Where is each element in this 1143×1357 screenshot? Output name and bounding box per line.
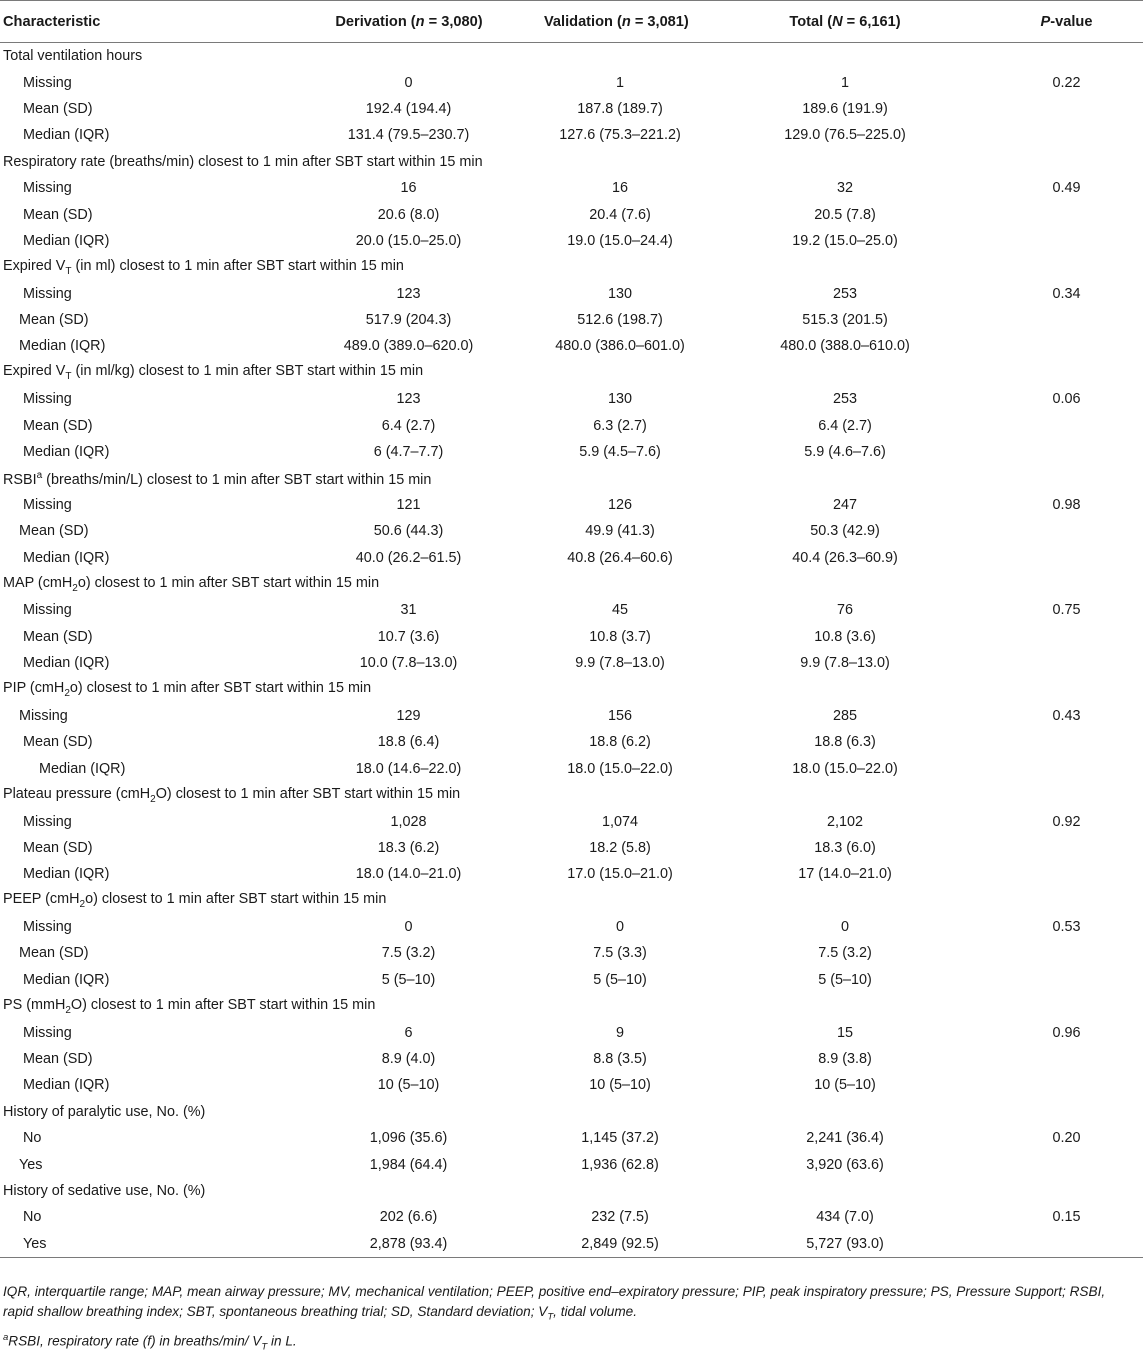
total-value: 285 bbox=[832, 707, 857, 724]
p-value bbox=[968, 967, 1143, 993]
section-label: Expired $V_T$ (in ml) closest to 1 min after SBT start within 15 min bbox=[3, 257, 404, 277]
table-row bbox=[0, 175, 1143, 201]
p-value bbox=[968, 544, 1143, 570]
table-row bbox=[0, 597, 1143, 623]
validation-value: 40.8 (26.4–60.6) bbox=[567, 549, 673, 566]
section-label: Expired $V_T$ (in ml/kg) closest to 1 min after SBT start within 15 min bbox=[3, 363, 424, 383]
row-label: Mean (SD) bbox=[23, 206, 93, 223]
table-footnotes bbox=[3, 1282, 1139, 1357]
validation-value: 8.8 (3.5) bbox=[593, 1051, 647, 1068]
derivation-value: 10.7 (3.6) bbox=[377, 628, 440, 645]
table-row bbox=[0, 1046, 1143, 1072]
table-row bbox=[0, 1151, 1143, 1177]
row-label: Median (IQR) bbox=[23, 971, 110, 988]
derivation-value: 1,028 bbox=[390, 813, 427, 830]
p-value: 0.49 bbox=[1052, 180, 1081, 197]
table-row bbox=[0, 1125, 1143, 1151]
table-row bbox=[0, 1019, 1143, 1045]
row-label: Mean (SD) bbox=[19, 523, 89, 540]
row-label: No bbox=[23, 1209, 42, 1226]
total-value: 17 (14.0–21.0) bbox=[798, 866, 892, 883]
p-value: 0.06 bbox=[1052, 391, 1081, 408]
table-row bbox=[0, 861, 1143, 887]
footnote-a: $^a$RSBI, respiratory rate (f) in breaths/min/ $V_T$ in L. bbox=[3, 1331, 297, 1352]
derivation-value: 31 bbox=[400, 602, 417, 619]
derivation-value: 10 (5–10) bbox=[377, 1077, 440, 1094]
total-value: 5,727 (93.0) bbox=[698, 1231, 968, 1258]
section-label: History of sedative use, No. (%) bbox=[3, 1182, 206, 1199]
row-label: Mean (SD) bbox=[19, 312, 89, 329]
row-label: Missing bbox=[23, 496, 72, 513]
row-label: Missing bbox=[23, 919, 72, 936]
table-row bbox=[0, 835, 1143, 861]
p-value bbox=[968, 307, 1143, 333]
p-value bbox=[968, 1151, 1143, 1177]
row-label: Mean (SD) bbox=[23, 100, 93, 117]
total-value: 20.5 (7.8) bbox=[814, 206, 876, 223]
table-row bbox=[0, 729, 1143, 755]
total-value: 434 (7.0) bbox=[816, 1209, 874, 1226]
row-label: Mean (SD) bbox=[23, 628, 93, 645]
derivation-value: 6 (4.7–7.7) bbox=[373, 444, 444, 461]
validation-value: 512.6 (198.7) bbox=[577, 312, 663, 329]
derivation-value: 18.0 (14.0–21.0) bbox=[355, 866, 462, 883]
validation-value: 7.5 (3.3) bbox=[593, 945, 647, 962]
row-label: Median (IQR) bbox=[23, 444, 110, 461]
validation-value: 480.0 (386.0–601.0) bbox=[555, 338, 685, 355]
p-value: 0.92 bbox=[1052, 813, 1081, 830]
row-label: Mean (SD) bbox=[23, 839, 93, 856]
derivation-value: 131.4 (79.5–230.7) bbox=[347, 127, 470, 144]
abbreviations-note: IQR, interquartile range; MAP, mean airway pressure; MV, mechanical ventilation; PEEP, positive end–expiratory pressure; PIP, peak inspiratory pressure; PS, Pressure Support; RSBI, rapid shallow breathing index; SBT, spontaneous breathing trial; SD, Standard deviation; $V_T$, tidal volume. bbox=[3, 1284, 1106, 1323]
validation-value: 130 bbox=[607, 285, 632, 302]
header-total: Total (N = 6,161) bbox=[698, 1, 968, 43]
section-label: MAP (cmH$_2$o) closest to 1 min after SBT start within 15 min bbox=[3, 574, 380, 594]
p-value bbox=[968, 1231, 1143, 1258]
total-value: 7.5 (3.2) bbox=[818, 945, 872, 962]
p-value bbox=[968, 650, 1143, 676]
derivation-value: 50.6 (44.3) bbox=[373, 523, 444, 540]
row-label: Missing bbox=[23, 1024, 72, 1041]
row-label: Median (IQR) bbox=[23, 549, 110, 566]
derivation-value: 16 bbox=[400, 180, 417, 197]
table-row bbox=[0, 1204, 1143, 1230]
section-row bbox=[0, 676, 1143, 702]
derivation-value: 6 bbox=[404, 1024, 413, 1041]
p-value bbox=[968, 439, 1143, 465]
row-label: No bbox=[23, 1130, 42, 1147]
total-value: 18.0 (15.0–22.0) bbox=[792, 760, 898, 777]
derivation-value: 40.0 (26.2–61.5) bbox=[355, 549, 462, 566]
validation-value: 5 (5–10) bbox=[593, 971, 647, 988]
table-row bbox=[0, 201, 1143, 227]
validation-value: 5.9 (4.5–7.6) bbox=[579, 444, 661, 461]
section-label: Plateau pressure (cmH$_2$O) closest to 1 min after SBT start within 15 min bbox=[3, 785, 461, 805]
total-value: 0 bbox=[840, 919, 849, 936]
p-value: 0.34 bbox=[1052, 285, 1081, 302]
validation-value: 49.9 (41.3) bbox=[585, 523, 655, 540]
table-row bbox=[0, 808, 1143, 834]
total-value: 9.9 (7.8–13.0) bbox=[800, 655, 890, 672]
p-value bbox=[968, 624, 1143, 650]
row-label: Missing bbox=[23, 813, 72, 830]
validation-value: 9.9 (7.8–13.0) bbox=[575, 655, 665, 672]
table-row bbox=[0, 518, 1143, 544]
p-value bbox=[968, 412, 1143, 438]
total-value: 10 (5–10) bbox=[814, 1077, 876, 1094]
header-validation: Validation (n = 3,081) bbox=[542, 1, 698, 43]
validation-value: 16 bbox=[611, 180, 628, 197]
table-row bbox=[0, 96, 1143, 122]
derivation-value: 123 bbox=[396, 391, 421, 408]
table-row bbox=[0, 492, 1143, 518]
validation-value: 20.4 (7.6) bbox=[589, 206, 651, 223]
derivation-value: 192.4 (194.4) bbox=[365, 100, 452, 117]
validation-value: 1 bbox=[615, 74, 624, 91]
table-row bbox=[0, 439, 1143, 465]
derivation-value: 20.6 (8.0) bbox=[377, 206, 440, 223]
table-row bbox=[0, 650, 1143, 676]
total-value: 18.3 (6.0) bbox=[814, 839, 876, 856]
p-value bbox=[968, 1072, 1143, 1098]
table-row bbox=[0, 333, 1143, 359]
p-value: 0.20 bbox=[1052, 1130, 1081, 1147]
validation-value: 126 bbox=[607, 496, 632, 513]
header-characteristic: Characteristic bbox=[0, 1, 272, 43]
row-label: Missing bbox=[23, 391, 72, 408]
section-row bbox=[0, 360, 1143, 386]
validation-value: 2,849 (92.5) bbox=[542, 1231, 698, 1258]
p-value bbox=[968, 122, 1143, 148]
row-label: Yes bbox=[0, 1231, 272, 1258]
section-row bbox=[0, 43, 1143, 70]
table-row bbox=[0, 1072, 1143, 1098]
validation-value: 18.2 (5.8) bbox=[589, 839, 651, 856]
validation-value: 1,145 (37.2) bbox=[581, 1130, 659, 1147]
p-value: 0.22 bbox=[1052, 74, 1081, 91]
derivation-value: 0 bbox=[404, 919, 413, 936]
validation-value: 17.0 (15.0–21.0) bbox=[567, 866, 673, 883]
section-row bbox=[0, 1178, 1143, 1204]
p-value: 0.75 bbox=[1052, 602, 1081, 619]
row-label: Yes bbox=[19, 1156, 43, 1173]
total-value: 50.3 (42.9) bbox=[810, 523, 880, 540]
row-label: Median (IQR) bbox=[19, 338, 106, 355]
validation-value: 1,074 bbox=[601, 813, 638, 830]
section-label: RSBI$^a$ (breaths/min/L) closest to 1 min after SBT start within 15 min bbox=[3, 469, 432, 488]
derivation-value: 6.4 (2.7) bbox=[381, 417, 436, 434]
derivation-value: 121 bbox=[396, 496, 421, 513]
derivation-value: 8.9 (4.0) bbox=[381, 1051, 436, 1068]
derivation-value: 20.0 (15.0–25.0) bbox=[355, 232, 462, 249]
table-row bbox=[0, 122, 1143, 148]
p-value bbox=[968, 729, 1143, 755]
table-row bbox=[0, 967, 1143, 993]
derivation-value: 18.0 (14.6–22.0) bbox=[355, 760, 462, 777]
p-value bbox=[968, 1046, 1143, 1072]
derivation-value: 0 bbox=[404, 74, 413, 91]
validation-value: 19.0 (15.0–24.4) bbox=[567, 232, 673, 249]
table-row bbox=[0, 914, 1143, 940]
p-value bbox=[968, 333, 1143, 359]
p-value bbox=[968, 228, 1143, 254]
validation-value: 6.3 (2.7) bbox=[593, 417, 647, 434]
row-label: Mean (SD) bbox=[23, 734, 93, 751]
derivation-value: 1,984 (64.4) bbox=[369, 1156, 448, 1173]
total-value: 3,920 (63.6) bbox=[806, 1156, 884, 1173]
table-row bbox=[0, 281, 1143, 307]
p-value bbox=[968, 756, 1143, 782]
validation-value: 156 bbox=[607, 707, 632, 724]
row-label: Missing bbox=[23, 602, 72, 619]
validation-value: 127.6 (75.3–221.2) bbox=[559, 127, 681, 144]
validation-value: 9 bbox=[615, 1024, 624, 1041]
table-row bbox=[0, 386, 1143, 412]
total-value: 8.9 (3.8) bbox=[818, 1051, 872, 1068]
section-row bbox=[0, 465, 1143, 491]
total-value: 2,241 (36.4) bbox=[806, 1130, 884, 1147]
derivation-value: 10.0 (7.8–13.0) bbox=[359, 655, 458, 672]
derivation-value: 517.9 (204.3) bbox=[365, 312, 452, 329]
total-value: 1 bbox=[840, 74, 849, 91]
validation-value: 1,936 (62.8) bbox=[581, 1156, 659, 1173]
row-label: Mean (SD) bbox=[19, 945, 89, 962]
row-label: Median (IQR) bbox=[23, 866, 110, 883]
section-row bbox=[0, 571, 1143, 597]
total-value: 480.0 (388.0–610.0) bbox=[780, 338, 910, 355]
total-value: 18.8 (6.3) bbox=[814, 734, 876, 751]
total-value: 19.2 (15.0–25.0) bbox=[792, 232, 898, 249]
p-value: 0.43 bbox=[1052, 707, 1081, 724]
table-row bbox=[0, 624, 1143, 650]
section-row bbox=[0, 254, 1143, 280]
total-value: 2,102 bbox=[826, 813, 863, 830]
derivation-value: 123 bbox=[396, 285, 421, 302]
p-value bbox=[968, 201, 1143, 227]
p-value bbox=[968, 861, 1143, 887]
section-label: PS (mmH$_2$O) closest to 1 min after SBT start within 15 min bbox=[3, 996, 376, 1016]
derivation-value: 202 (6.6) bbox=[379, 1209, 438, 1226]
total-value: 40.4 (26.3–60.9) bbox=[792, 549, 898, 566]
validation-value: 187.8 (189.7) bbox=[577, 100, 663, 117]
total-value: 5 (5–10) bbox=[818, 971, 872, 988]
table-row bbox=[0, 544, 1143, 570]
p-value: 0.98 bbox=[1052, 496, 1081, 513]
p-value bbox=[968, 96, 1143, 122]
row-label: Median (IQR) bbox=[23, 655, 110, 672]
row-label: Median (IQR) bbox=[23, 232, 110, 249]
section-label: PIP (cmH$_2$o) closest to 1 min after SBT start within 15 min bbox=[3, 680, 372, 699]
section-row bbox=[0, 888, 1143, 914]
total-value: 10.8 (3.6) bbox=[814, 628, 876, 645]
p-value: 0.15 bbox=[1052, 1209, 1081, 1226]
section-label: Total ventilation hours bbox=[3, 48, 143, 65]
section-row bbox=[0, 149, 1143, 175]
derivation-value: 18.8 (6.4) bbox=[377, 734, 440, 751]
row-label: Missing bbox=[23, 180, 72, 197]
total-value: 5.9 (4.6–7.6) bbox=[804, 444, 886, 461]
total-value: 253 bbox=[832, 391, 857, 408]
table-row bbox=[0, 1231, 1143, 1258]
table-row bbox=[0, 756, 1143, 782]
validation-value: 18.8 (6.2) bbox=[589, 734, 651, 751]
total-value: 32 bbox=[836, 180, 853, 197]
table-header-row bbox=[0, 1, 1143, 43]
total-value: 76 bbox=[836, 602, 853, 619]
row-label: Median (IQR) bbox=[23, 127, 110, 144]
header-p-value: P-value bbox=[968, 1, 1143, 43]
total-value: 189.6 (191.9) bbox=[802, 100, 888, 117]
derivation-value: 489.0 (389.0–620.0) bbox=[343, 338, 474, 355]
header-derivation: Derivation (n = 3,080) bbox=[272, 1, 542, 43]
validation-value: 232 (7.5) bbox=[591, 1209, 649, 1226]
row-label: Mean (SD) bbox=[23, 417, 93, 434]
table-body bbox=[0, 43, 1143, 1258]
section-row bbox=[0, 1099, 1143, 1125]
validation-value: 0 bbox=[615, 919, 624, 936]
p-value bbox=[968, 835, 1143, 861]
derivation-value: 5 (5–10) bbox=[381, 971, 436, 988]
derivation-value: 18.3 (6.2) bbox=[377, 839, 440, 856]
row-label: Missing bbox=[19, 707, 68, 724]
total-value: 6.4 (2.7) bbox=[818, 417, 872, 434]
row-label: Median (IQR) bbox=[39, 760, 126, 777]
row-label: Mean (SD) bbox=[23, 1051, 93, 1068]
p-value: 0.53 bbox=[1052, 919, 1081, 936]
table-row bbox=[0, 940, 1143, 966]
section-label: PEEP (cmH$_2$o) closest to 1 min after SBT start within 15 min bbox=[3, 891, 387, 911]
table-row bbox=[0, 228, 1143, 254]
derivation-value: 2,878 (93.4) bbox=[272, 1231, 542, 1258]
table-row bbox=[0, 307, 1143, 333]
row-label: Missing bbox=[23, 285, 72, 302]
total-value: 515.3 (201.5) bbox=[802, 312, 888, 329]
validation-value: 130 bbox=[607, 391, 632, 408]
validation-value: 18.0 (15.0–22.0) bbox=[567, 760, 673, 777]
table-row bbox=[0, 412, 1143, 438]
derivation-value: 7.5 (3.2) bbox=[381, 945, 436, 962]
total-value: 253 bbox=[832, 285, 857, 302]
row-label: Missing bbox=[23, 74, 72, 91]
section-row bbox=[0, 782, 1143, 808]
table-row bbox=[0, 703, 1143, 729]
total-value: 247 bbox=[832, 496, 857, 513]
validation-value: 45 bbox=[611, 602, 628, 619]
p-value bbox=[968, 940, 1143, 966]
table-row bbox=[0, 69, 1143, 95]
derivation-value: 129 bbox=[396, 707, 421, 724]
total-value: 129.0 (76.5–225.0) bbox=[784, 127, 906, 144]
p-value bbox=[968, 518, 1143, 544]
row-label: Median (IQR) bbox=[23, 1077, 110, 1094]
p-value: 0.96 bbox=[1052, 1024, 1081, 1041]
section-label: History of paralytic use, No. (%) bbox=[3, 1103, 206, 1120]
total-value: 15 bbox=[836, 1024, 853, 1041]
section-label: Respiratory rate (breaths/min) closest to 1 min after SBT start within 15 min bbox=[3, 153, 483, 170]
derivation-value: 1,096 (35.6) bbox=[369, 1130, 448, 1147]
section-row bbox=[0, 993, 1143, 1019]
validation-value: 10.8 (3.7) bbox=[589, 628, 651, 645]
validation-value: 10 (5–10) bbox=[589, 1077, 651, 1094]
